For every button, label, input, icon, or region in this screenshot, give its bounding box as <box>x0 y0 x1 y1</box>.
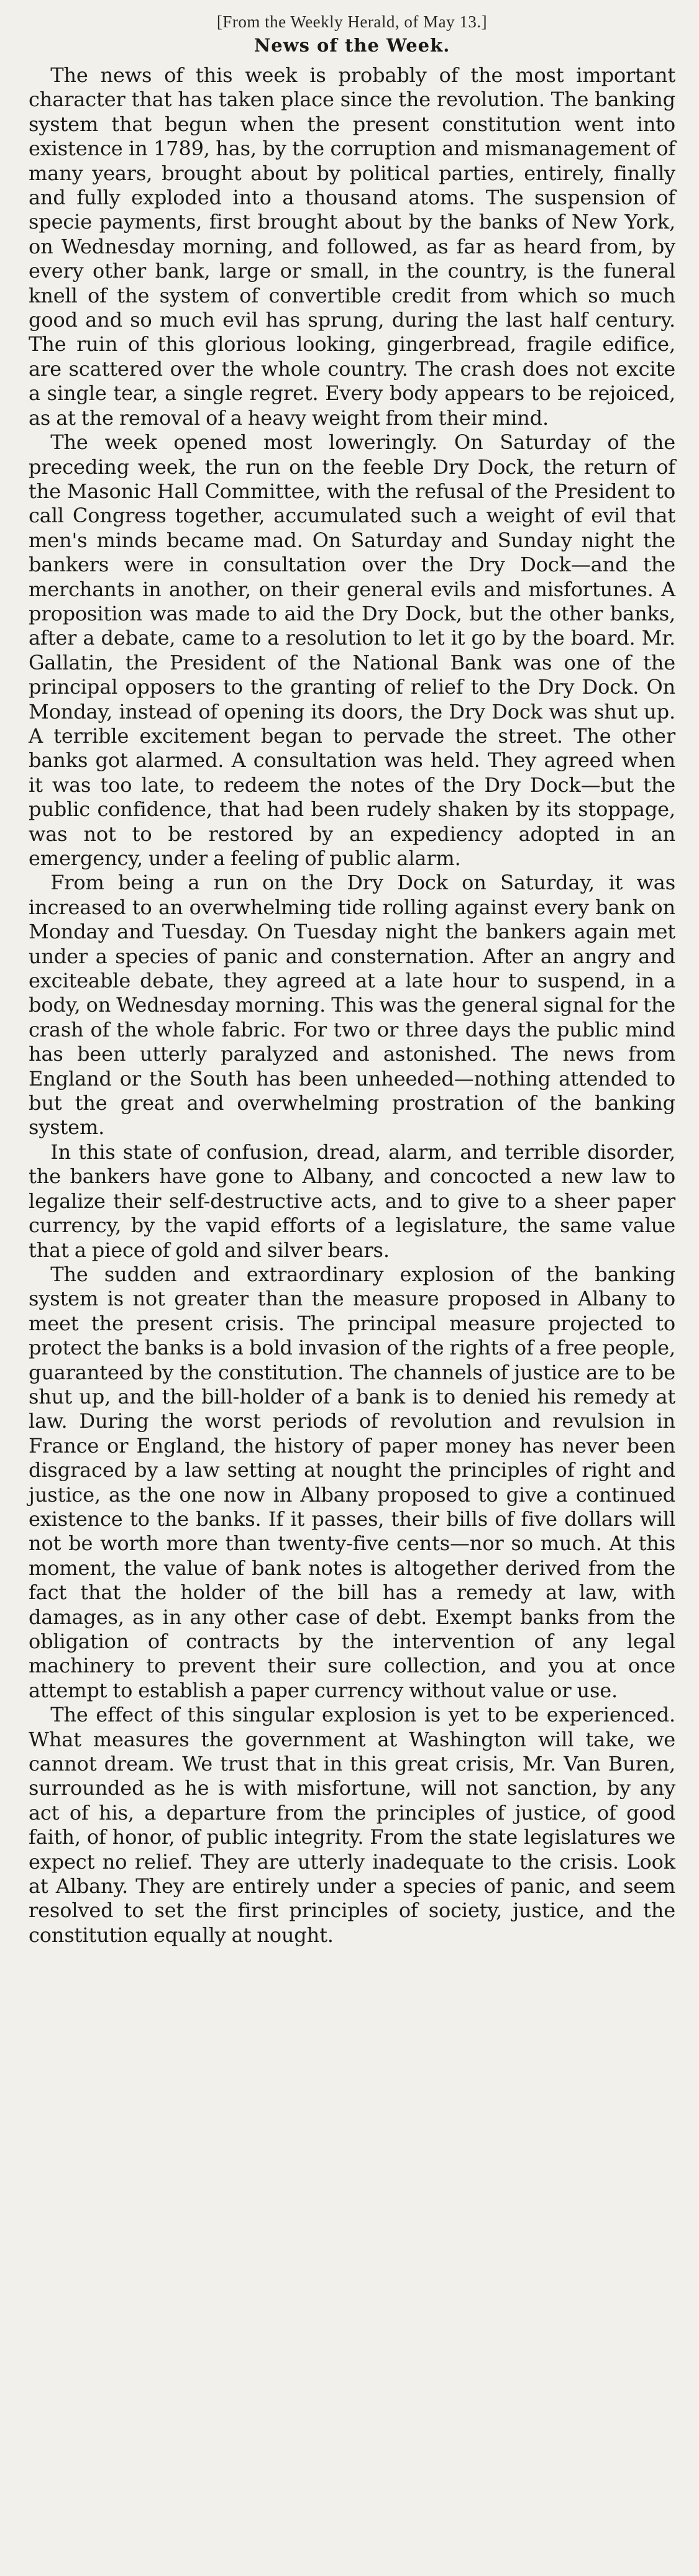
article-paragraph: The news of this week is probably of the most important character that has taken place since the revolution. The banking system that begun when the present constitution went into existence in 1789, has, by the corruption and mismanagement of many years, brought about by political parties, entirely, finally and fully exploded into a thousand atoms. The suspension of specie payments, first brought about by the banks of New York, on Wednesday morning, and followed, as far as heard from, by every other bank, large or small, in the country, is the funeral knell of the system of convertible credit from which so much good and so much evil has sprung, during the last half century. The ruin of this glorious looking, gingerbread, fragile edifice, are scattered over the whole country. The crash does not excite a single tear, a single regret. Every body appears to be rejoiced, as at the removal of a heavy weight from their mind. <box>29 63 675 430</box>
article-paragraph: In this state of confusion, dread, alarm, and terrible disorder, the bankers have gone to Albany, and concocted a new law to legalize their self-destructive acts, and to give to a sheer paper currency, by the vapid efforts of a legislature, the same value that a piece of gold and silver bears. <box>29 1140 675 1262</box>
article-paragraph: The week opened most loweringly. On Saturday of the preceding week, the run on the feeble Dry Dock, the return of the Masonic Hall Committee, with the refusal of the President to call Congress together, accumulated such a weight of evil that men's minds became mad. On Saturday and Sunday night the bankers were in consultation over the Dry Dock—and the merchants in another, on their general evils and misfortunes. A proposition was made to aid the Dry Dock, but the other banks, after a debate, came to a resolution to let it go by the board. Mr. Gallatin, the President of the National Bank was one of the principal opposers to the granting of relief to the Dry Dock. On Monday, instead of opening its doors, the Dry Dock was shut up. A terrible excitement began to pervade the street. The other banks got alarmed. A consultation was held. They agreed when it was too late, to redeem the notes of the Dry Dock—but the public confidence, that had been rudely shaken by its stoppage, was not to be restored by an expediency adopted in an emergency, under a feeling of public alarm. <box>29 430 675 870</box>
article-headline: News of the Week. <box>254 35 450 56</box>
article-paragraph: From being a run on the Dry Dock on Saturday, it was increased to an overwhelming tide rolling against every bank on Monday and Tuesday. On Tuesday night the bankers again met under a species of panic and consternation. After an angry and exciteable debate, they agreed at a late hour to suspend, in a body, on Wednesday morning. This was the general signal for the crash of the whole fabric. For two or three days the public mind has been utterly paralyzed and astonished. The news from England or the South has been unheeded—nothing attended to but the great and overwhelming prostration of the banking system. <box>29 871 675 1140</box>
article-body <box>29 63 675 1948</box>
source-attribution: [From the Weekly Herald, of May 13.] <box>216 12 488 31</box>
article-paragraph: The sudden and extraordinary explosion of the banking system is not greater than the measure proposed in Albany to meet the present crisis. The principal measure projected to protect the banks is a bold invasion of the rights of a free people, guaranteed by the constitution. The channels of justice are to be shut up, and the bill-holder of a bank is to denied his remedy at law. During the worst periods of revolution and revulsion in France or England, the history of paper money has never been disgraced by a law setting at nought the principles of right and justice, as the one now in Albany proposed to give a continued existence to the banks. If it passes, their bills of five dollars will not be worth more than twenty-five cents—nor so much. At this moment, the value of bank notes is altogether derived from the fact that the holder of the bill has a remedy at law, with damages, as in any other case of debt. Exempt banks from the obligation of contracts by the intervention of any legal machinery to prevent their sure collection, and you at once attempt to establish a paper currency without value or use. <box>29 1262 675 1702</box>
article-paragraph: The effect of this singular explosion is yet to be experienced. What measures the government at Washington will take, we cannot dream. We trust that in this great crisis, Mr. Van Buren, surrounded as he is with misfortune, will not sanction, by any act of his, a departure from the principles of justice, of good faith, of honor, of public integrity. From the state legislatures we expect no relief. They are utterly inadequate to the crisis. Look at Albany. They are entirely under a species of panic, and seem resolved to set the first principles of society, justice, and the constitution equally at nought. <box>29 1703 675 1947</box>
